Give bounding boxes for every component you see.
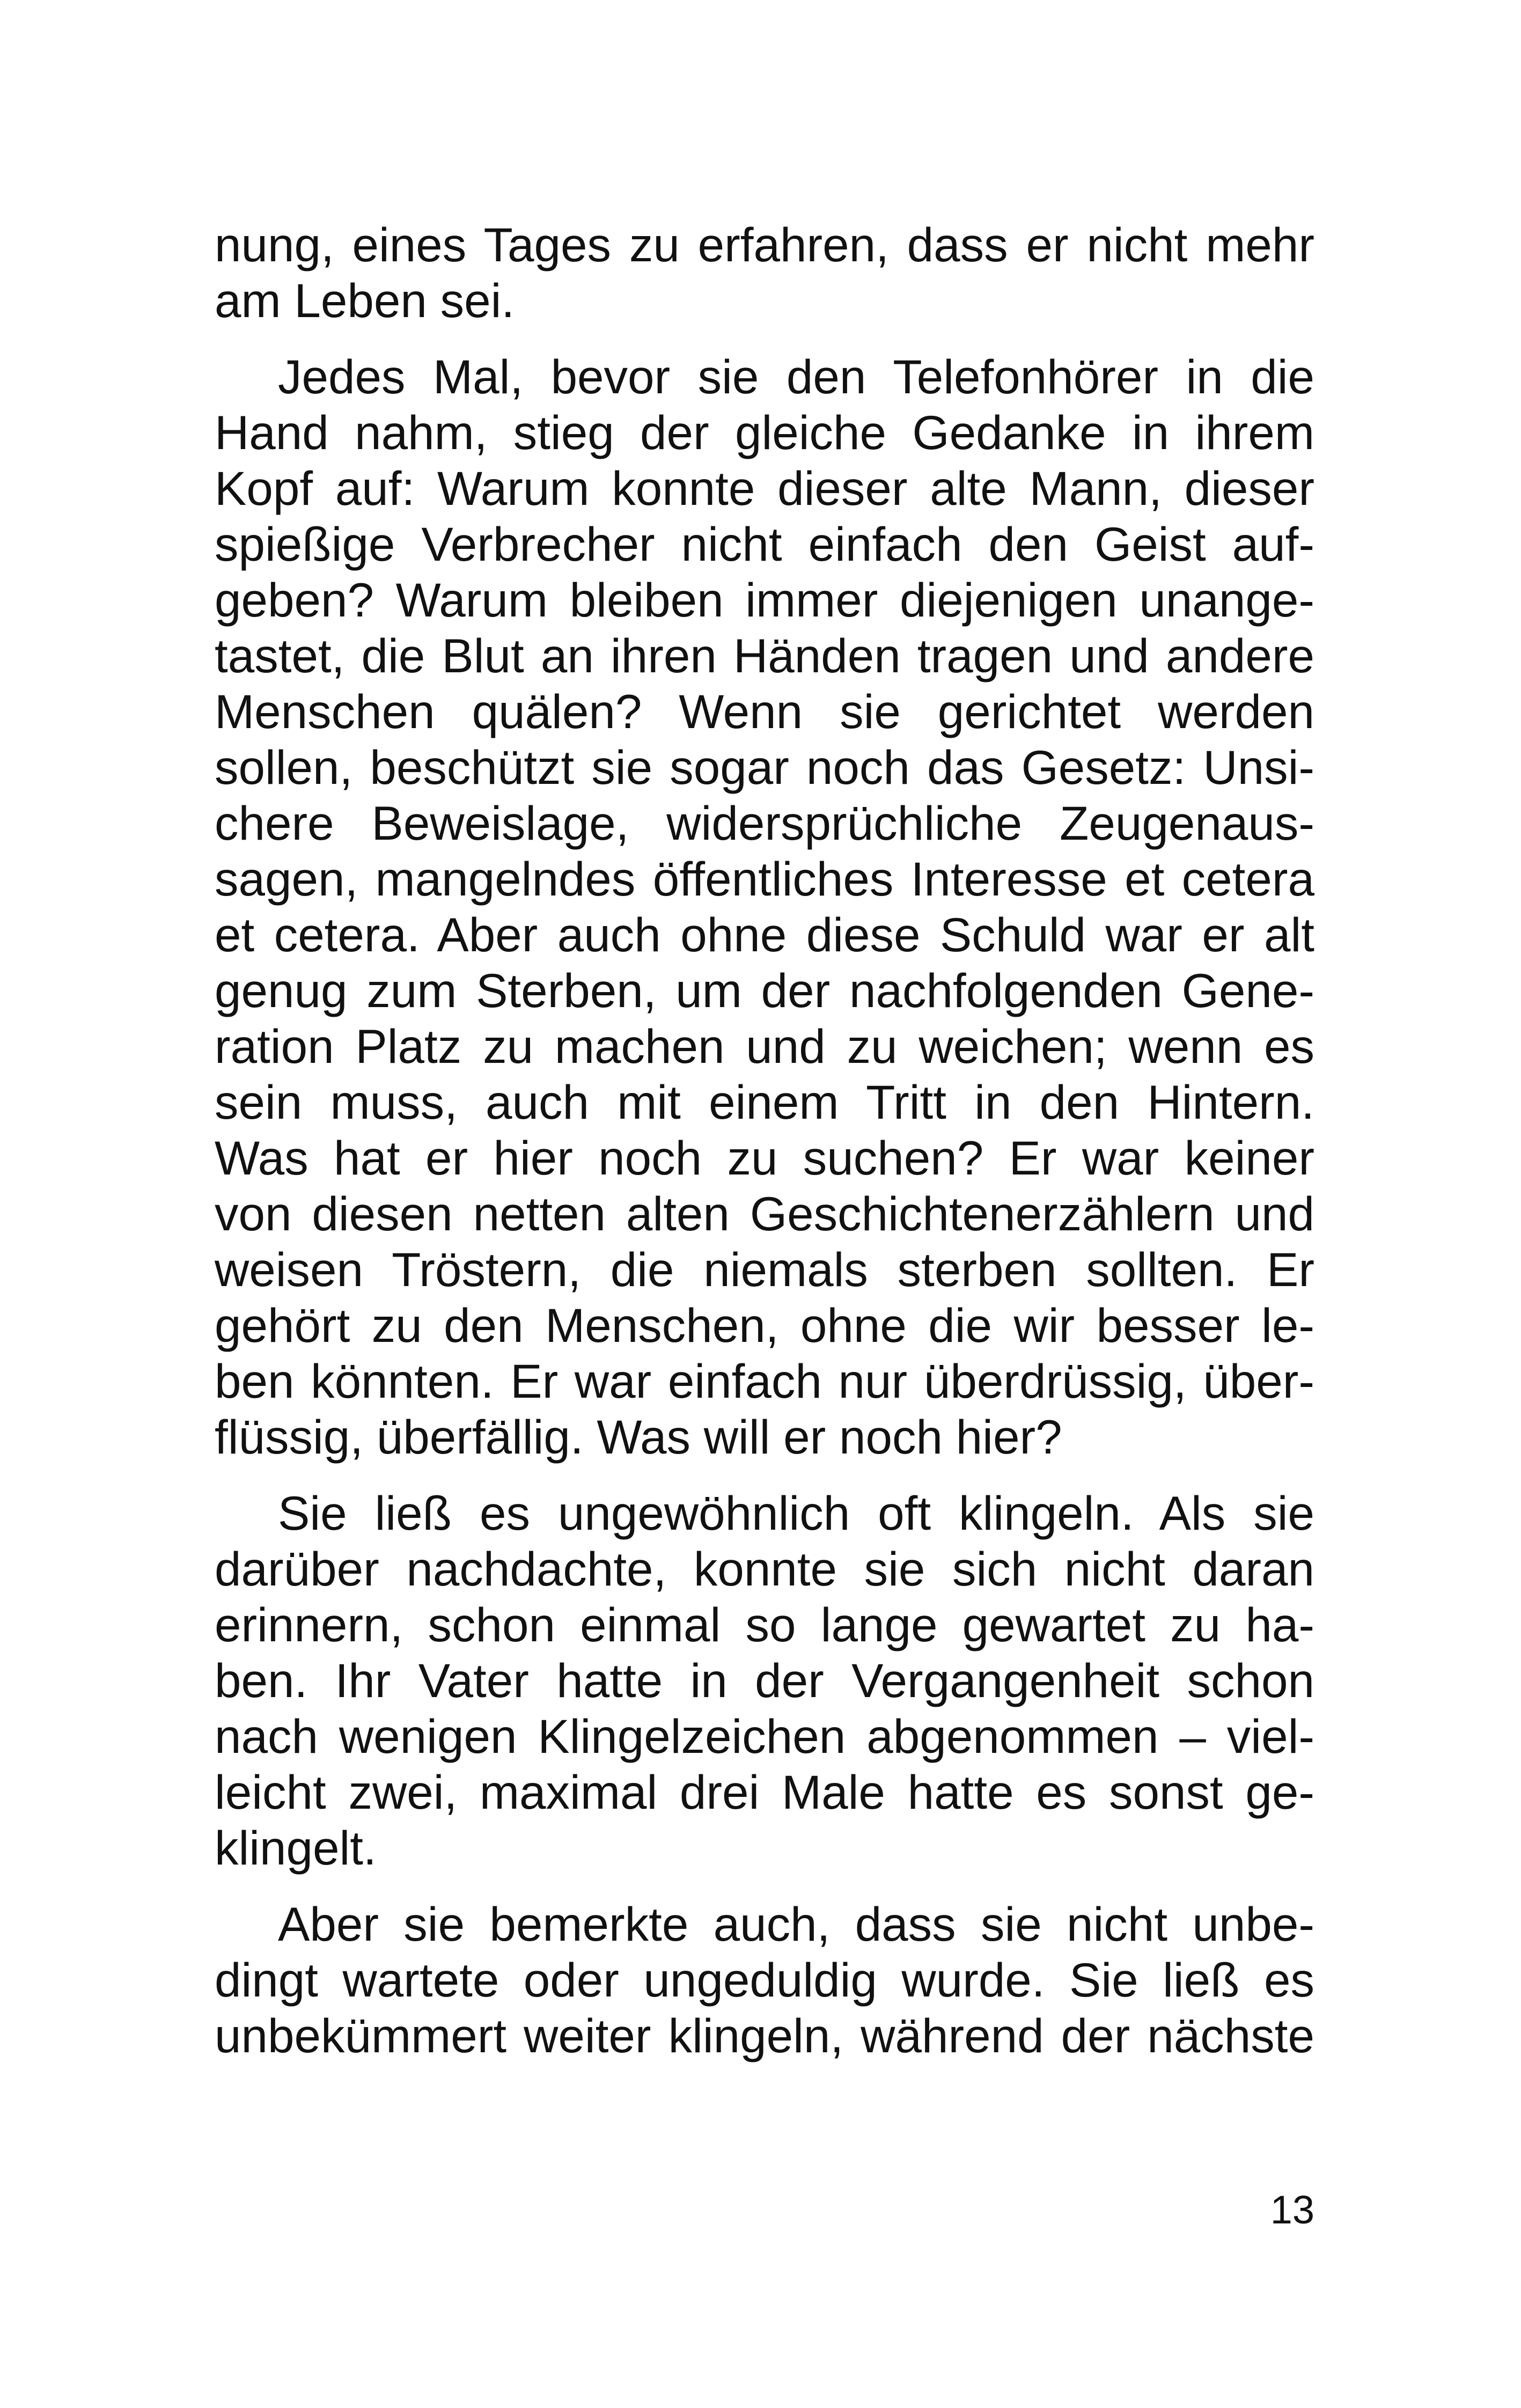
text-line: Sie ließ es ungewöhnlich oft klingeln. Als sie: [278, 1486, 1314, 1540]
text-line: et cetera. Aber auch ohne diese Schuld war er alt: [215, 908, 1314, 961]
text-line: Menschen quälen? Wenn sie gerichtet werden: [215, 685, 1314, 738]
text-line: ben. Ihr Vater hatte in der Vergangenheit schon: [215, 1654, 1314, 1707]
page-number: 13: [1270, 2187, 1314, 2232]
text-line: sein muss, auch mit einem Tritt in den Hintern.: [215, 1075, 1314, 1129]
text-line: genug zum Sterben, um der nachfolgenden Gene-: [215, 964, 1314, 1017]
text-line: am Leben sei.: [215, 274, 515, 327]
text-line: sagen, mangelndes öffentliches Interesse et cetera: [215, 852, 1314, 906]
paragraph-1: [215, 217, 1314, 328]
text-line: ration Platz zu machen und zu weichen; wenn es: [215, 1019, 1314, 1073]
paragraph-3: [215, 1485, 1314, 1876]
text-line: klingelt.: [215, 1821, 377, 1875]
text-line: chere Beweislage, widersprüchliche Zeugenaus-: [215, 796, 1314, 850]
text-line: dingt wartete oder ungeduldig wurde. Sie ließ es: [215, 1953, 1314, 2007]
text-line: Jedes Mal, bevor sie den Telefonhörer in die: [278, 350, 1314, 403]
text-line: von diesen netten alten Geschichtenerzählern und: [215, 1187, 1314, 1240]
paragraph-2: [215, 349, 1314, 1465]
text-line: ben könnten. Er war einfach nur überdrüssig, über-: [215, 1354, 1314, 1408]
paragraph-4: [215, 1896, 1314, 2064]
text-line: nung, eines Tages zu erfahren, dass er nicht mehr: [215, 218, 1314, 271]
text-line: weisen Tröstern, die niemals sterben sollten. Er: [215, 1243, 1314, 1296]
text-line: spießige Verbrecher nicht einfach den Geist auf-: [215, 517, 1314, 571]
text-line: darüber nachdachte, konnte sie sich nicht daran: [215, 1542, 1314, 1596]
text-line: Aber sie bemerkte auch, dass sie nicht unbe-: [278, 1897, 1314, 1951]
text-line: nach wenigen Klingelzeichen abgenommen – viel-: [215, 1709, 1314, 1763]
text-line: Was hat er hier noch zu suchen? Er war keiner: [215, 1131, 1314, 1185]
text-line: sollen, beschützt sie sogar noch das Gesetz: Unsi-: [215, 740, 1314, 794]
text-line: Kopf auf: Warum konnte dieser alte Mann, dieser: [215, 461, 1314, 515]
body-text: [215, 217, 1314, 2064]
text-line: tastet, die Blut an ihren Händen tragen und andere: [215, 629, 1314, 682]
text-line: gehört zu den Menschen, ohne die wir besser le-: [215, 1298, 1314, 1352]
text-line: leicht zwei, maximal drei Male hatte es sonst ge-: [215, 1765, 1314, 1819]
text-line: erinnern, schon einmal so lange gewartet zu ha-: [215, 1598, 1314, 1651]
text-line: flüssig, überfällig. Was will er noch hier?: [215, 1410, 1062, 1464]
text-line: geben? Warum bleiben immer diejenigen unange-: [215, 573, 1314, 627]
text-line: unbekümmert weiter klingeln, während der nächste: [215, 2009, 1314, 2062]
text-line: Hand nahm, stieg der gleiche Gedanke in ihrem: [215, 406, 1314, 459]
